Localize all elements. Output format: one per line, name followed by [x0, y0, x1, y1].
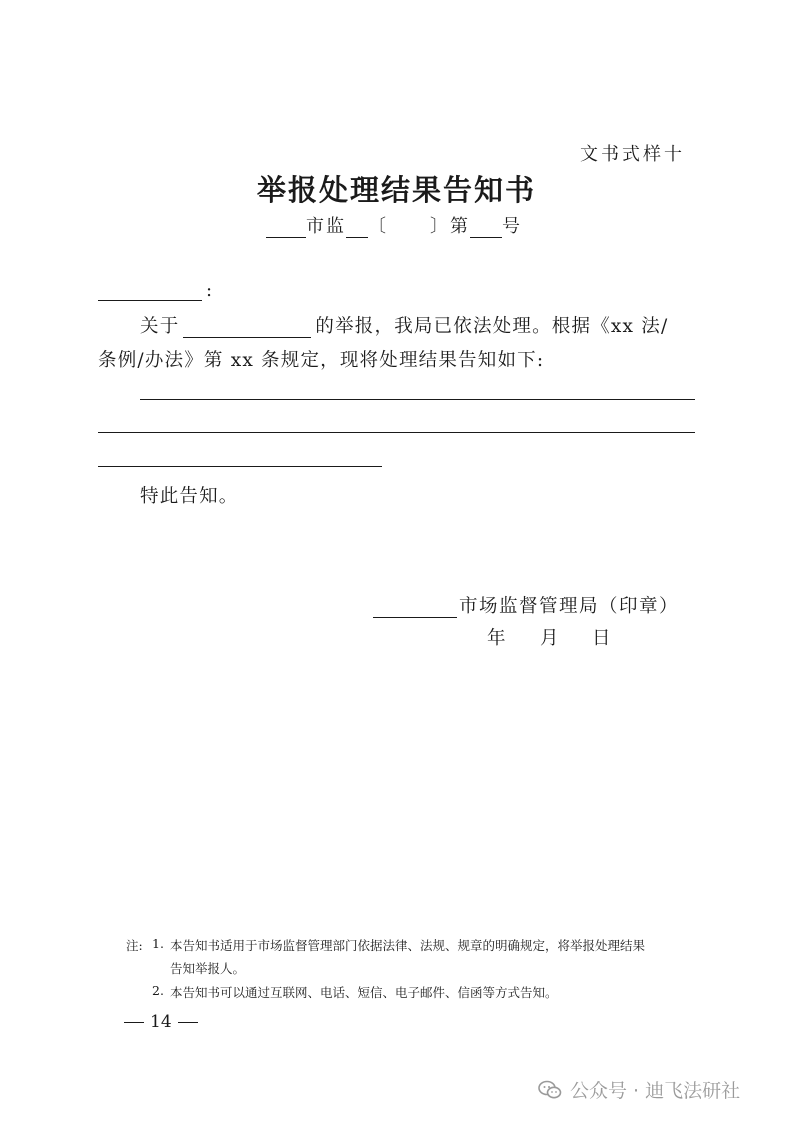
note-2-text: 本告知书可以通过互联网、电话、短信、电子邮件、信函等方式告知。 [170, 985, 558, 1000]
result-blank-line-2 [98, 432, 695, 433]
closing-text: 特此告知。 [140, 486, 239, 507]
wechat-icon [538, 1080, 562, 1100]
blank-recipient [98, 280, 202, 301]
notes-prefix: 注: [126, 938, 143, 953]
signature-line [373, 592, 679, 618]
note-1-number: 1. [152, 936, 164, 951]
body-line-1 [140, 312, 668, 338]
watermark-text: 公众号 · 迪飞法研社 [570, 1080, 741, 1102]
document-title: 举报处理结果告知书 [256, 173, 536, 207]
docno-city-suffix: 市监 [306, 216, 346, 237]
docno-bracket-close: 〕 [430, 216, 450, 237]
recipient-line [98, 280, 212, 301]
note-1-line-1: 本告知书适用于市场监督管理部门依据法律、法规、规章的明确规定，将举报处理结果 [170, 938, 646, 953]
docno-hao: 号 [502, 216, 522, 237]
result-blank-line-3 [98, 466, 382, 467]
blank-city [266, 217, 306, 238]
result-blank-line-1 [140, 399, 695, 400]
document-number [266, 212, 522, 238]
watermark [538, 1076, 740, 1103]
note-1-line-2: 告知举报人。 [170, 961, 246, 976]
page-dash-right [178, 1022, 198, 1023]
body-line-2: 条例/办法》第 xx 条规定，现将处理结果告知如下: [98, 350, 545, 371]
docno-bracket-open: 〔 [368, 216, 388, 237]
recipient-colon: : [206, 280, 213, 301]
docno-di: 第 [450, 216, 470, 237]
body-line1-prefix: 关于 [140, 316, 180, 337]
page-number [118, 1012, 204, 1032]
page-dash-left [124, 1022, 144, 1023]
page-number-value: 14 [150, 1012, 172, 1032]
blank-serial [470, 217, 502, 238]
agency-seal-text: 市场监督管理局（印章） [459, 596, 680, 617]
body-line1-suffix: 的举报，我局已依法处理。根据《xx 法/ [315, 316, 669, 337]
blank-agency [373, 597, 457, 618]
date-month: 月 [540, 628, 559, 649]
sample-label: 文书式样十 [580, 144, 685, 165]
note-2-number: 2. [152, 983, 164, 998]
date-year: 年 [487, 628, 506, 649]
date-day: 日 [592, 628, 611, 649]
blank-subject [183, 317, 311, 338]
blank-category [346, 217, 368, 238]
